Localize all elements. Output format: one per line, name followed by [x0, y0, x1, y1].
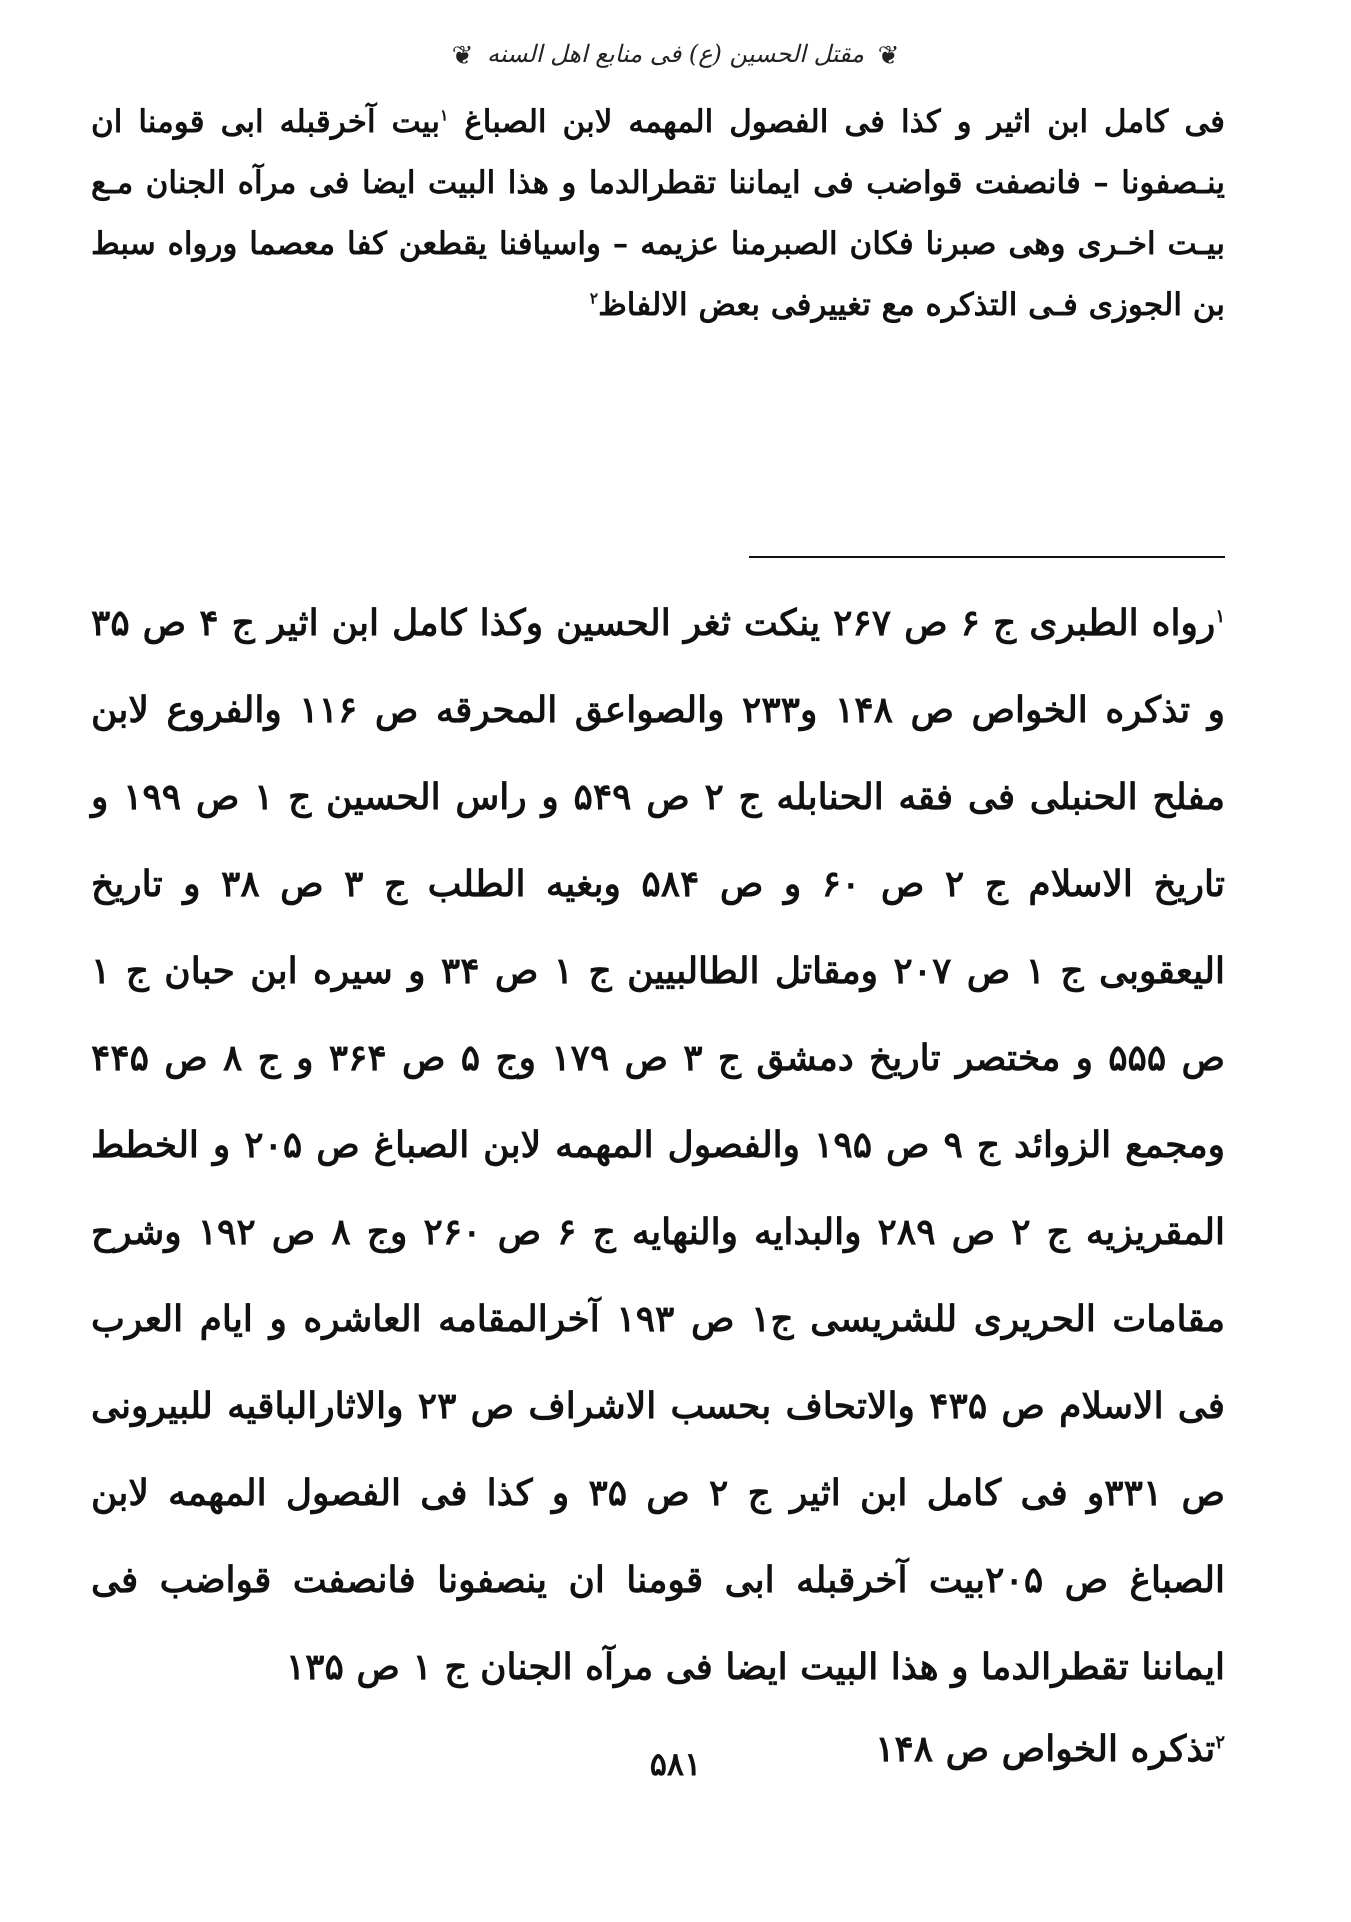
footnote-1: [91, 580, 1225, 1711]
main-text: [91, 92, 1225, 336]
footnote-2-text: تذکره الخواص ص ١۴٨: [875, 1728, 1216, 1770]
main-paragraph-cont: بیت آخرقبله ابی قومنا ان ینـصفونا – فانصفت قواضب فی ایماننا تقطرالدما و هذا البیت ایضا فی مرآه الجنان مـع بیـت اخـری وهی صبرنا فکان الصبرمنا عزیمه – واسیافنا یقطعن کفا معصما ورواه سبط بن الجوزی فـی التذکره مع تغییرفی بعض الالفاظ: [91, 104, 1225, 323]
footnotes: [91, 580, 1225, 1779]
footnote-ref-1: ١: [439, 105, 449, 125]
footnote-2-marker: ٢: [1215, 1732, 1225, 1753]
main-paragraph-start: فی کامل ابن اثیر و کذا فی الفصول المهمه لابن الصباغ: [448, 104, 1225, 140]
footnote-1-text: رواه الطبری ج ۶ ص ٢۶٧ ینکت ثغر الحسین وکذا کامل ابن اثیر ج ۴ ص ٣۵ و تذکره الخواص ص ١۴٨ و٢٣٣ والصواعق المحرقه ص ١١۶ والفروع لابن مفلح الحنبلی فی فقه الحنابله ج ٢ ص ۵۴٩ و راس الحسین ج ١ ص ١٩٩ و تاریخ الاسلام ج ٢ ص ۶٠ و ص ۵٨۴ وبغیه الطلب ج ٣ ص ٣٨ و تاریخ الیعقوبی ج ١ ص ٢٠٧ ومقاتل الطالبیین ج ١ ص ٣۴ و سیره ابن حبان ج ١ ص ۵۵۵ و مختصر تاریخ دمشق ج ٣ ص ١٧٩ وج ۵ ص ٣۶۴ و ج ٨ ص ۴۴۵ ومجمع الزوائد ج ٩ ص ١٩۵ والفصول المهمه لابن الصباغ ص ٢٠۵ و الخطط المقریزیه ج ٢ ص ٢٨٩ والبدایه والنهایه ج ۶ ص ٢۶٠ وج ٨ ص ١٩٢ وشرح مقامات الحریری للشریسی ج١ ص ١٩٣ آخرالمقامه العاشره و ایام العرب فی الاسلام ص ۴٣۵ والاتحاف بحسب الاشراف ص ٢٣ والاثارالباقیه للبیرونی ص ٣٣١و فی کامل ابن اثیر ج ٢ ص ٣۵ و کذا فی الفصول المهمه لابن الصباغ ص ٢٠۵بیت آخرقبله ابی قومنا ان ینصفونا فانصفت قواضب فی ایماننا تقطرالدما و هذا البیت ایضا فی مرآه الجنان ج ١ ص ١٣۵: [91, 602, 1226, 1688]
ornament-left-icon: ❦: [451, 40, 474, 71]
main-paragraph: [91, 92, 1225, 336]
footnote-ref-2: ٢: [589, 288, 599, 308]
page-number: ۵٨١: [649, 1745, 702, 1783]
footnote-divider: [749, 556, 1225, 558]
footnote-1-marker: ١: [1215, 606, 1225, 627]
running-header: [0, 40, 1351, 71]
ornament-right-icon: ❦: [877, 40, 900, 71]
header-title: مقتل الحسين (ع) فی منابع اهل السنه: [487, 40, 864, 68]
